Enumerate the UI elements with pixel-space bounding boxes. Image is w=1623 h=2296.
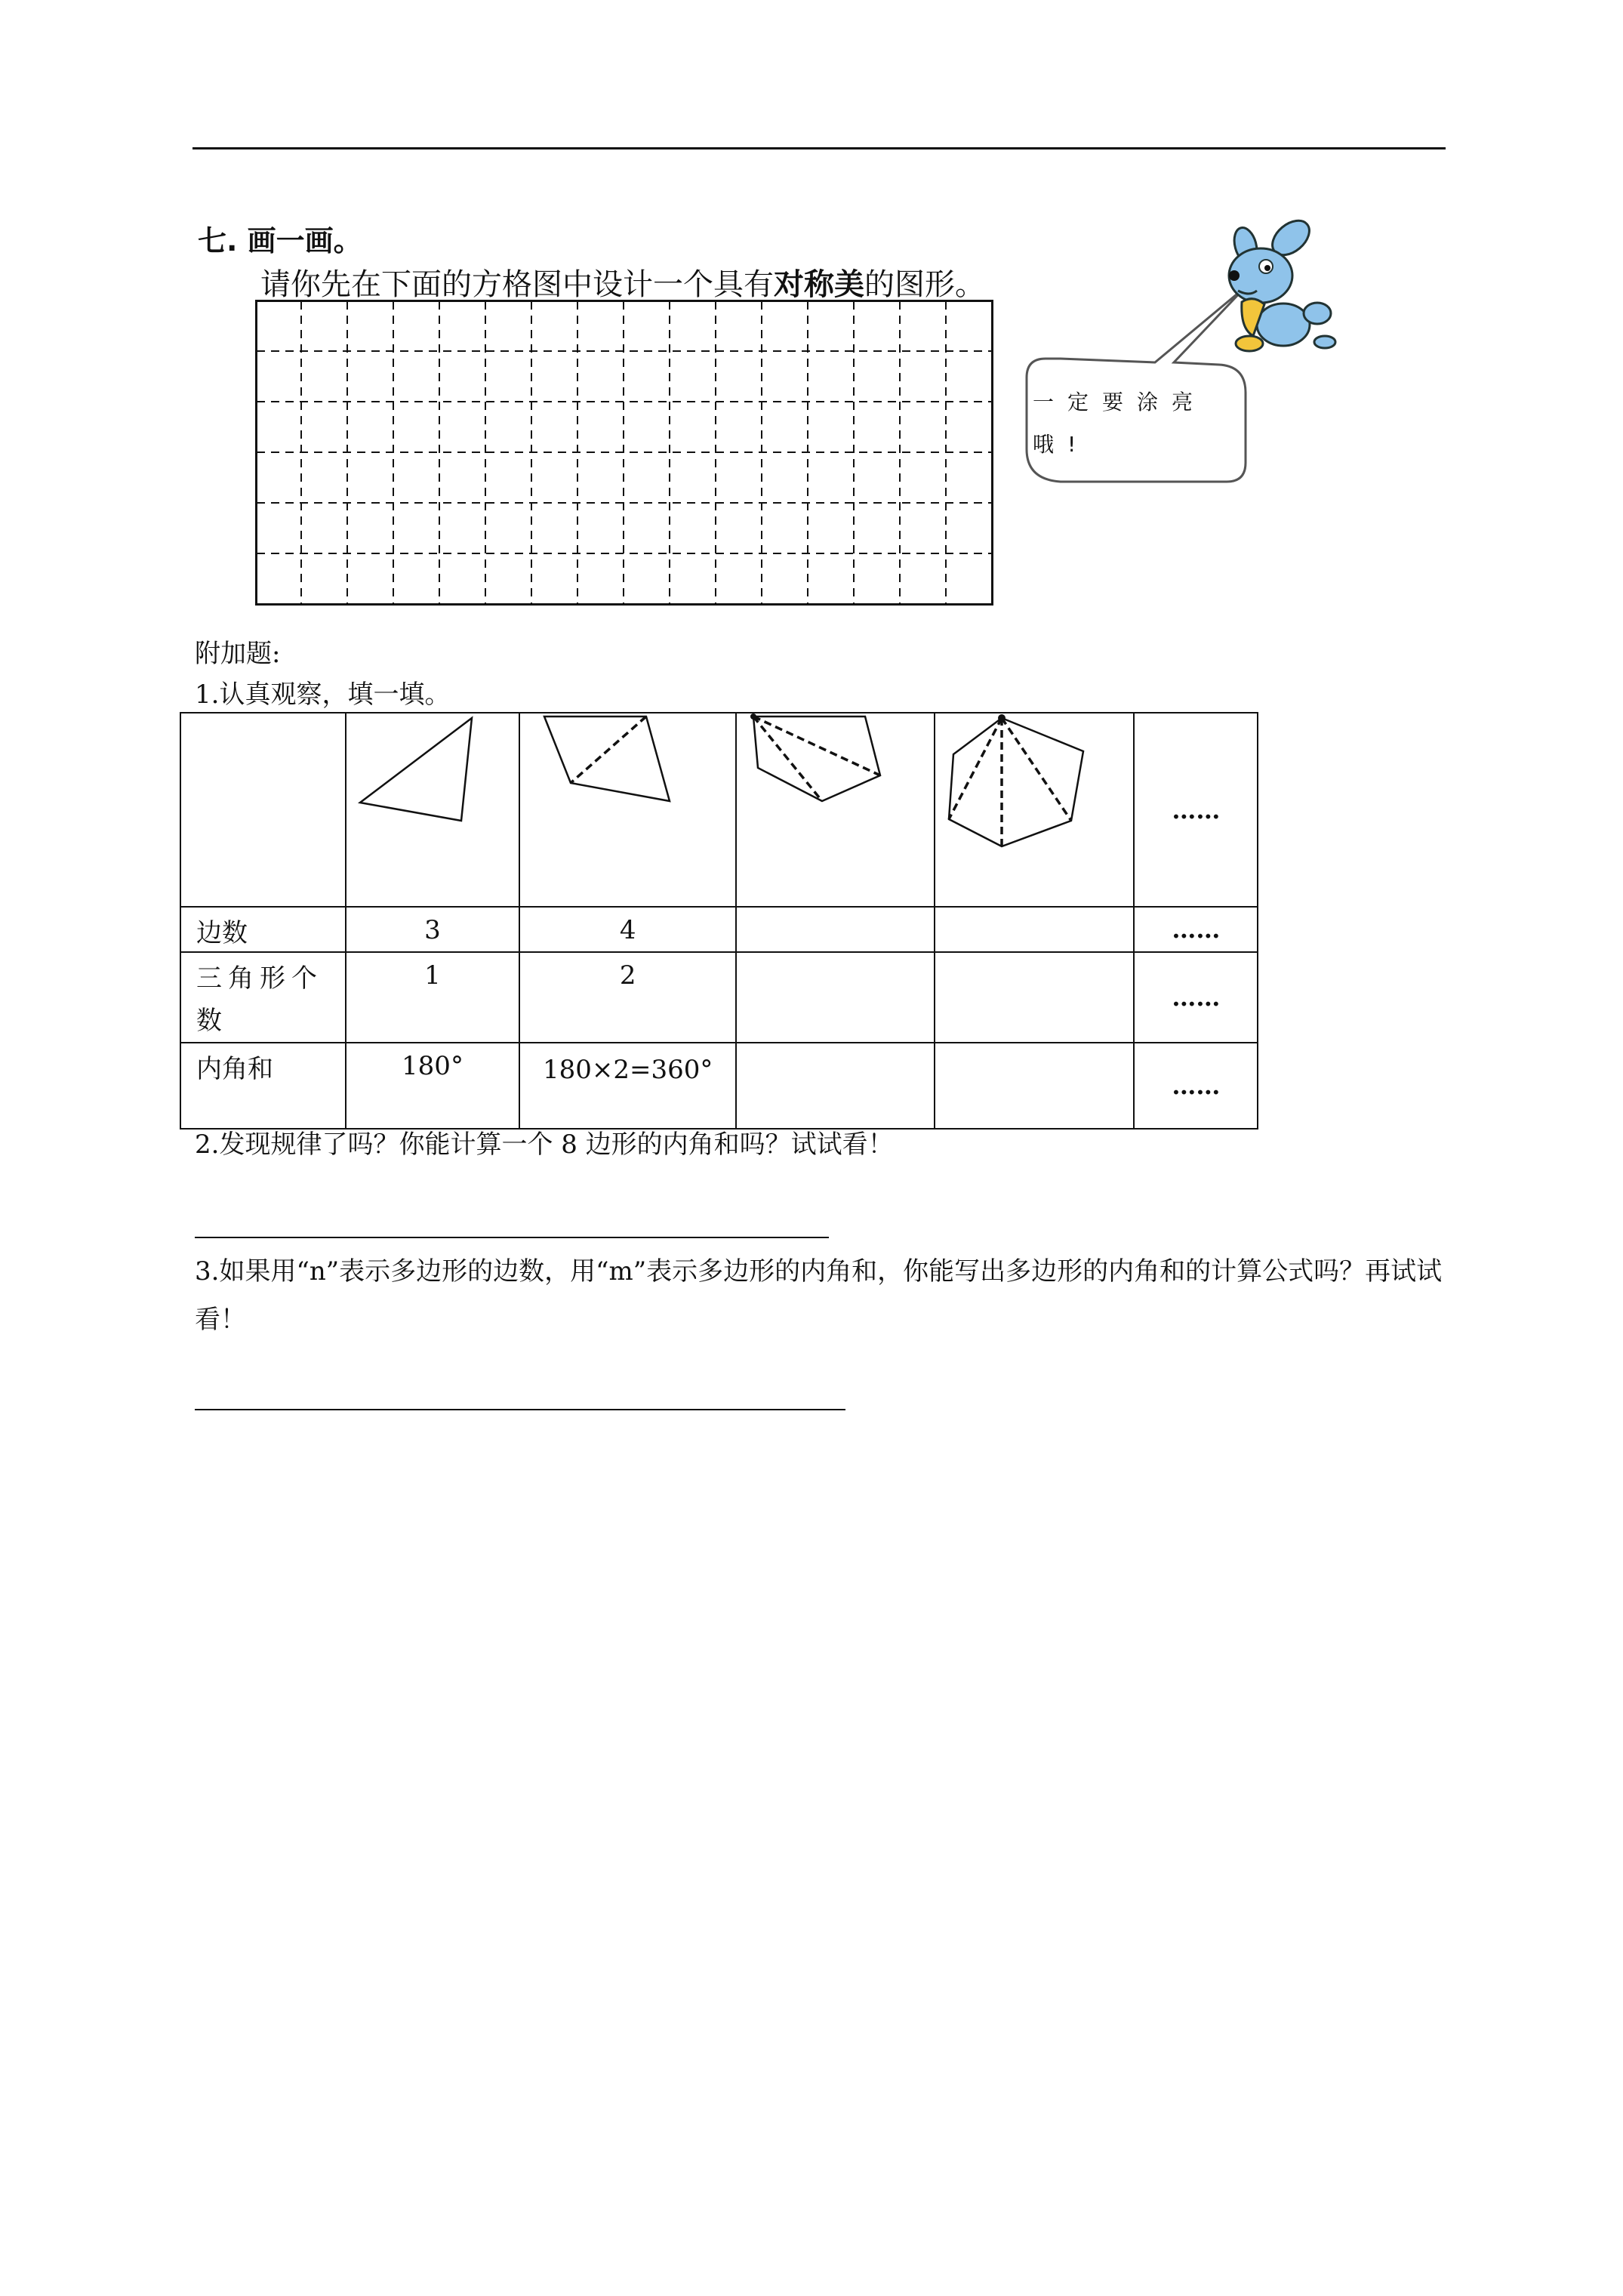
shape-cell-quadrilateral — [519, 713, 736, 907]
blank-answer-cell[interactable] — [935, 1043, 1134, 1129]
row-label: 内角和 — [180, 1043, 346, 1129]
row-label: 三角形个数 — [180, 952, 346, 1043]
ellipsis-cell: …… — [1134, 907, 1258, 952]
bunny-tail — [1304, 303, 1331, 324]
hexagon-figure — [935, 713, 1133, 899]
observation-table — [180, 712, 1258, 1130]
ellipsis-cell: …… — [1134, 1043, 1258, 1129]
quadrilateral-figure — [529, 713, 727, 899]
grid-dashed-lines — [257, 301, 992, 604]
question-1: 1.认真观察，填一填。 — [195, 680, 451, 710]
table-cell: 3 — [346, 907, 519, 952]
triangle-figure — [346, 713, 519, 899]
bunny-body — [1257, 304, 1310, 346]
instruction-emphasis: 对称美 — [774, 267, 864, 302]
bubble-text: 一定要涂亮哦! — [1033, 390, 1207, 457]
blank-answer-cell[interactable] — [736, 907, 935, 952]
shape-cell-hexagon — [935, 713, 1134, 907]
answer-line-2[interactable] — [195, 1237, 829, 1238]
instruction-part-2: 的图形。 — [864, 267, 985, 302]
question-3: 3.如果用“n”表示多边形的边数，用“m”表示多边形的内角和，你能写出多边形的内角和的计算公式吗？再试试看！ — [195, 1256, 1443, 1335]
section-instruction — [260, 260, 985, 304]
shape-cell-triangle — [346, 713, 519, 907]
ellipsis-cell: …… — [1134, 952, 1258, 1043]
table-corner-cell — [180, 713, 346, 907]
table-cell: 2 — [519, 952, 736, 1043]
answer-line-3[interactable] — [195, 1409, 845, 1410]
table-cell: 1 — [346, 952, 519, 1043]
question-2: 2.发现规律了吗？你能计算一个 8 边形的内角和吗？试试看！ — [195, 1130, 894, 1160]
blank-answer-cell[interactable] — [935, 952, 1134, 1043]
instruction-part-1: 请你先在下面的方格图中设计一个具有 — [260, 267, 774, 302]
drawing-grid[interactable] — [255, 300, 995, 608]
shape-cell-pentagon — [736, 713, 935, 907]
blank-answer-cell[interactable] — [935, 907, 1134, 952]
blank-answer-cell[interactable] — [736, 952, 935, 1043]
table-cell: 180×2=360° — [519, 1043, 736, 1129]
section-title: 七. 画一画。 — [198, 224, 362, 257]
bunny-nose — [1229, 270, 1240, 281]
header-rule — [192, 147, 1446, 149]
bunny-foot — [1236, 336, 1263, 351]
row-label: 边数 — [180, 907, 346, 952]
blank-answer-cell[interactable] — [736, 1043, 935, 1129]
pentagon-figure — [737, 713, 934, 899]
table-cell: 180° — [346, 1043, 519, 1129]
table-cell: 4 — [519, 907, 736, 952]
ellipsis-cell: …… — [1134, 713, 1258, 907]
extra-heading: 附加题: — [195, 639, 281, 669]
